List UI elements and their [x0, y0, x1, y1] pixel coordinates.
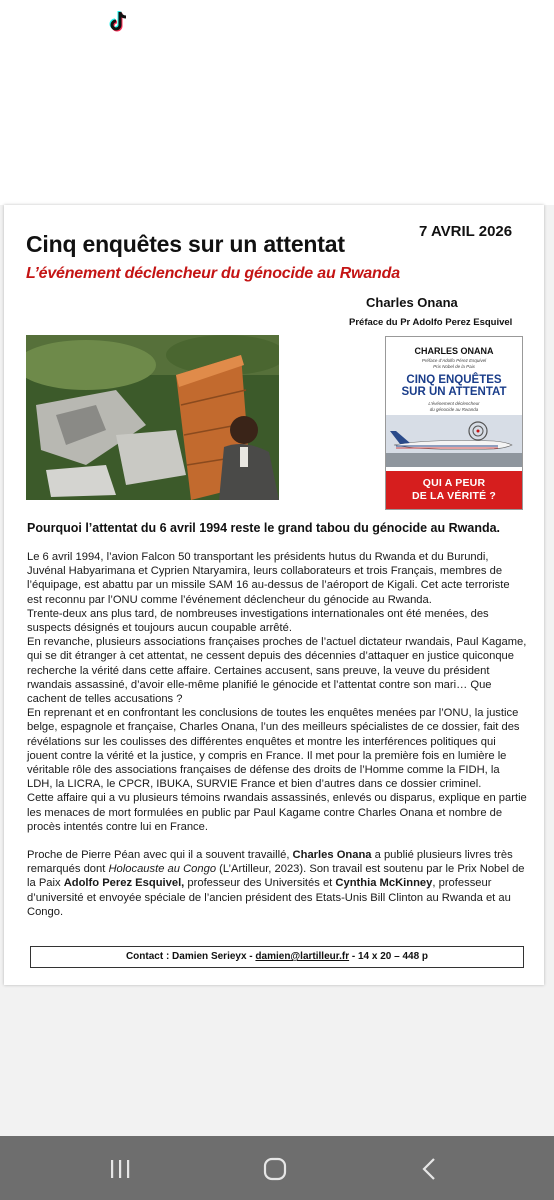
book-title-line: SUR UN ATTENTAT	[401, 386, 507, 398]
book-cover	[385, 336, 523, 510]
crash-site-photo	[26, 335, 279, 500]
bio-text: a publié plusieurs livres très remarqués dont	[27, 849, 513, 876]
lead-question: Pourquoi l’attentat du 6 avril 1994 reste le grand tabou du génocide au Rwanda.	[27, 521, 501, 535]
book-band-line: QUI A PEUR	[422, 477, 486, 489]
status-area	[0, 0, 554, 205]
bio-book-title: Holocauste au Congo	[108, 863, 217, 876]
bio-text: (L’Artilleur, 2023). Son travail est soutenu par le Prix Nobel de la Paix	[27, 863, 525, 890]
doc-date: 7 AVRIL 2026	[419, 223, 513, 240]
book-author: CHARLES ONANA	[414, 346, 494, 356]
doc-preface: Préface du Pr Adolfo Perez Esquivel	[349, 317, 513, 328]
back-icon[interactable]	[410, 1156, 450, 1182]
contact-box	[30, 946, 524, 968]
book-preface-line: Préface d’Adolfo Pérez Esquivel	[421, 358, 487, 363]
paragraph: En revanche, plusieurs associations françaises proches de l’actuel dictateur rwandais, Paul Kagame, qui se dit étranger à cet attentat, ne cessent depuis des décennies d’attaquer en justice quiconque recherche la vérité dans cette affaire. Certaines accusent, sans preuve, la veuve du président rwandais assassiné, d’avoir elle-même planifié le génocide et l’attentat contre son mari… Que cachent de telles accusations ?	[27, 636, 527, 706]
bio-text: Proche de Pierre Péan avec qui il a souvent travaillé,	[27, 849, 293, 862]
android-nav-bar	[0, 1136, 554, 1200]
author-bio	[27, 848, 527, 919]
doc-subtitle: L’événement déclencheur du génocide au Rwanda	[26, 265, 400, 282]
home-icon[interactable]	[256, 1156, 296, 1182]
contact-label: Contact : Damien Serieyx -	[125, 951, 256, 962]
bio-name: Charles Onana	[292, 849, 372, 862]
paragraph: En reprenant et en confrontant les conclusions de toutes les enquêtes menées par l’ONU, la justice belge, espagnole et française, Charles Onana, l’un des meilleurs spécialistes de ce dossier, fait des révélations sur les coulisses des différentes enquêtes et montre les interférences politiques qui jouent contre la vérité et la justice, y compris en France. Il met pour la première fois en lumière le véritable rôle des associations françaises de défense des droits de l’Homme comme la FIDH, la LDH, la LICRA, le CPCR, IBUKA, SURVIE France et bien d’autres dans ce dossier criminel.	[27, 707, 520, 791]
contact-email-link[interactable]: damien@lartilleur.fr	[255, 951, 350, 962]
book-band-line: DE LA VÉRITÉ ?	[411, 490, 497, 502]
recent-apps-icon[interactable]	[100, 1156, 140, 1182]
paragraph: Trente-deux ans plus tard, de nombreuses investigations internationales ont été menées, des suspects désignés et toujours aucun coupable arrêté.	[27, 607, 489, 635]
book-spec: - 14 x 20 – 448 p	[349, 951, 429, 962]
tiktok-icon[interactable]	[108, 10, 130, 34]
bio-text: professeur des Universités et	[184, 877, 336, 890]
book-title-line: CINQ ENQUÊTES	[406, 374, 502, 386]
bio-name: Adolfo Perez Esquivel,	[63, 877, 185, 890]
paragraph: Cette affaire qui a vu plusieurs témoins rwandais assassinés, enlevés ou disparus, explique en partie les menaces de mort formulées en public par Paul Kagame contre Charles Onana et nombre de procès intentés contre lui en France.	[27, 792, 527, 833]
doc-title: Cinq enquêtes sur un attentat	[26, 231, 345, 257]
airplane-image	[386, 415, 522, 467]
book-title	[386, 374, 522, 398]
body-text	[27, 550, 527, 919]
bio-name: Cynthia McKinney	[335, 877, 433, 890]
doc-author: Charles Onana	[366, 295, 458, 310]
bio-text: , professeur d’université et envoyée spéciale de l’ancien président des Etats-Unis Bill Clinton au Rwanda et au Congo.	[27, 877, 511, 918]
book-preface	[386, 358, 522, 370]
book-preface-line: Prix Nobel de la Paix	[433, 364, 475, 369]
book-band	[386, 471, 522, 509]
book-subtitle-line: du génocide au Rwanda	[429, 407, 479, 412]
document-page	[4, 205, 544, 985]
paragraph: Le 6 avril 1994, l’avion Falcon 50 transportant les présidents hutus du Rwanda et du Burundi, Juvénal Habyarimana et Cyprien Ntaryamira, leurs collaborateurs et trois Français, membres de l’équipage, est abattu par un missile SAM 16 au-dessus de l’aéroport de Kigali. Cet acte terroriste est reconnu par l’ONU comme l’événement déclencheur du génocide au Rwanda.	[27, 551, 510, 606]
book-subtitle-line: L’événement déclencheur	[428, 401, 480, 406]
book-subtitle	[386, 401, 522, 413]
